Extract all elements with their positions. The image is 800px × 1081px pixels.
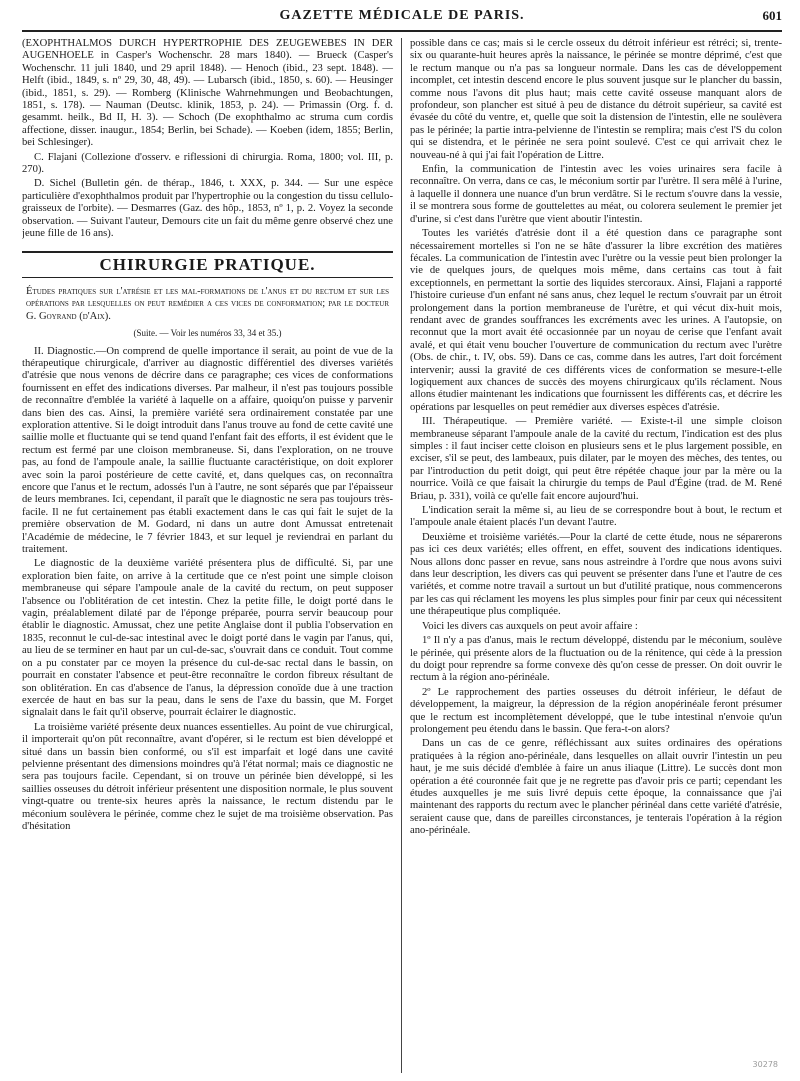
body-paragraph: L'indication serait la même si, au lieu de se correspondre bout à bout, le rectum et l'ampoule anale étaient placés l'un devant l'autre.: [410, 505, 782, 529]
body-paragraph: La troisième variété présente deux nuances essentielles. Au point de vue chirurgical, il importerait qu'on pût reconnaître, avant d'opérer, si le rectum est bien développé et situé dans un bassin bien conformé, ou s'il est imparfait et logé dans une cavité pelvienne présentant des dimensions moindres qu'à l'état normal; mais ce diagnostic ne sera pas toujours facile. Cependant, si on trouve un périnée bien développé, si les saillies osseuses du détroit inférieur présentent une disposition normale, le plus souvent vingt-quatre ou trente-six heures après la naissance, le rectum distendu par le méconium soulèvera le périnée, comme chez le sujet de ma troisième observation. Pas d'hésitation: [22, 721, 393, 832]
article-title: Études pratiques sur l'atrésie et les mal-formations de l'anus et du rectum et sur les opérations par lesquelles on peut remédier a ces vices de conformation; par le docteur G. Goyrand (d'Aix).: [26, 285, 389, 322]
two-column-body: [22, 38, 782, 1073]
body-paragraph: 2º Le rapprochement des parties osseuses du détroit inférieur, le défaut de développement, la maigreur, la dépression de la région anopérinéale feront présumer que le rectum est incomplètement développé, que le tube intestinal n'envoie qu'un prolongement peu étendu dans le bassin. Que fera-t-on alors?: [410, 686, 782, 735]
body-paragraph: Dans un cas de ce genre, réfléchissant aux suites ordinaires des opérations pratiquées à la région ano-périnéale, dans lesquelles on allait ouvrir l'intestin un peu haut, je me suis décidé d'emblée à faire un anus iliaque (Littre). Le succès dont mon opération a été couronnée fait que je ne regrette pas d'avoir pris ce parti; cependant les études auxquelles je me suis livré depuis cette époque, la connaissance que j'ai maintenant des rapports du rectum avec le plancher périnéal dans cette variété d'atrésie, seraient cause que, dans de pareilles circonstances, je tenterais l'opération à la région ano-périnéale.: [410, 738, 782, 837]
body-paragraph: Toutes les variétés d'atrésie dont il a été question dans ce paragraphe sont nécessairement mortelles si l'on ne se hâte d'assurer la libre excrétion des matières fécales. La communication de l'intestin avec l'urètre ou la vessie peut bien prolonger la vie de quelques jours, de quelques mois même, dans certains cas tout à fait exceptionnels, en permettant la sortie des liquides stercoraux. Ainsi, Flajani a rapporté l'histoire curieuse d'un enfant né sans anus, chez lequel le rectum s'ouvrait par un étroit prolongement dans la portion membraneuse de l'urètre, et qui vécut dix-huit mois, rendant avec de grandes souffrances les excréments avec les urines. A l'autopsie, on reconnut que la mort avait été occasionnée par un noyau de cerise que l'enfant avait avalé, et qui était venu boucher l'ouverture de communication du rectum avec l'urètre (Obs. de chir., t. IV, obs. 59). Dans ce cas, comme dans les autres, l'art doit forcément intervenir; aussi la gravité de ces différents vices de conformation se mesure-t-elle logiquement aux chances de succès des moyens chirurgicaux qu'ils réclament. Nous allons étudier maintenant les indications que fournissent les différents cas, et décrire les opérations par lesquelles on peut remédier aux diverses espèces d'atrésie.: [410, 228, 782, 413]
body-paragraph: 1º Il n'y a pas d'anus, mais le rectum développé, distendu par le méconium, soulève le périnée, qui présente alors de la fluctuation ou de la rénitence, qui cède à la pression du doigt pour reprendre sa forme convexe dès qu'on cesse de presser. On doit ouvrir le rectum à la région ano-périnéale.: [410, 635, 782, 684]
body-paragraph: Enfin, la communication de l'intestin avec les voies urinaires sera facile à reconnaître. On verra, dans ce cas, le méconium sortir par l'urètre. Il sera mêlé à l'urine, à laquelle il donnera une nuance d'un brun verdâtre. Si le rectum s'ouvre dans la vessie, il se montrera sous forme de gouttelettes au méat, ou colorera seulement le premier jet d'urine, si c'est dans l'urètre que vient aboutir l'intestin.: [410, 164, 782, 225]
bibliography-paragraph: C. Flajani (Collezione d'osserv. e riflessioni di chirurgia. Roma, 1800; vol. III, p. 270).: [22, 151, 393, 176]
scan-mark: 30278: [752, 1060, 778, 1069]
bibliography-paragraph: (EXOPHTHALMOS DURCH HYPERTROPHIE DES ZEUGEWEBES IN DER AUGENHOELE in Casper's Wochenschr. 28 mars 1840). — Brueck (Casper's Wochenschr. 11 juli 1840, und 29 april 1848). — Henoch (ibid., 23 sept. 1848). — Helft (ibid., 1849, s. nº 29, 30, 48, 49). — Lubarsch (ibid., 1850, s. 60). — Heusinger (ibid., 1851, s. 29). — Romberg (Klinische Wahrnehmungen und Beobachtungen, 1851, s. 178). — Nauman (Deutsc. klinik, 1853, p. 24). — Primassin (Org. f. d. gesammt. heilk., Bd II, H. 3). — Schoch (De exophthalmo ac struma cum cordis affectione, disser. inaugur., 1854; Berlin, bei Schade). — Koeben (idem, 1855; Berlin, bei Schlesinger).: [22, 38, 393, 149]
body-paragraph: Le diagnostic de la deuxième variété présentera plus de difficulté. Si, par une exploration bien faite, on arrive à la certitude que ce n'est point une simple cloison membraneuse qui sépare l'ampoule anale de la cavité du rectum, on peut supposer l'absence ou l'oblitération de cet intestin. Chez la petite fille, le doigt porté dans le vagin, préalablement dilaté par de l'éponge préparée, pourra servir beaucoup pour établir le diagnostic. Amussat, chez une petite Anglaise dont il publia l'observation en 1835, reconnut le cul-de-sac intestinal avec le doigt porté dans le vagin par l'anus, qui, au lieu de se terminer en haut par un cul-de-sac, s'ouvrait dans ce conduit. Tout comme on a pu constater par ce moyen la présence du cul-de-sac rectal dans le bassin, on pourrait en constater l'absence et peut-être reconnaître le cordon fibreux résultant de son oblitération. En cas d'absence de l'anus, la dépression conoïde due à une traction exercée de haut en bas sur la peau, dans le sens de l'axe du bassin, que M. Forget signalait dans le fait qu'il observe, pourrait éclairer le diagnostic.: [22, 558, 393, 719]
bibliography-paragraph: D. Sichel (Bulletin gén. de thérap., 1846, t. XXX, p. 344. — Sur une espèce particulière d'exophthalmos produit par l'hypertrophie ou la congestion du tissu cellulo-graisseux de l'orbite). — Desmarres (Gaz. des hôp., 1853, nº 1, p. 2. Voyez la seconde observation. — Suivant l'auteur, Demours cite un fait du même genre observé chez une jeune fille de 16 ans).: [22, 178, 393, 240]
body-paragraph: possible dans ce cas; mais si le cercle osseux du détroit inférieur est rétréci; si, trente-six ou quarante-huit heures après la naissance, le périnée se montre déprimé, c'est que le rectum manque ou n'a pas sa longueur normale. Dans les cas de développement incomplet, cet intestin descend encore le plus souvent jusque sur le plancher du bassin, comme nous l'avons dit plus haut; mais cette cavité osseuse manquant alors de profondeur, son plancher est situé à peu de distance du détroit supérieur, sa cavité est évasée du côté du ventre, et, quelle que soit la distension de l'intestin, elle ne soulèvera pas le périnée; la partie intra-pelvienne de l'intestin se remplira; mais c'est l'S du colon qui se distendra, et le périnée ne sera point soulevé. C'est ce qui arrivait chez le nouveau-né à qui j'ai fait l'opération de Littre.: [410, 38, 782, 161]
page-header: [22, 0, 782, 32]
section-rule: [22, 251, 393, 253]
body-paragraph: II. Diagnostic.—On comprend de quelle importance il serait, au point de vue de la thérapeutique chirurgicale, d'arriver au diagnostic différentiel des diverses variétés d'atrésie que nous venons de décrire dans ce paragraphe; ces vices de conformations fournissent en effet des indications diverses. Par malheur, il n'est pas toujours possible de reconnaître d'emblée la variété à laquelle on a affaire, quoiqu'on puisse y parvenir dans bien des cas. Ainsi, la première variété sera ordinairement constatée par une exploration attentive. Si le doigt introduit dans l'anus trouve au fond de cette cavité une saillie molle et fluctuante qui se tend quand l'enfant fait des efforts, il est évident que le rectum est fermé par une cloison membraneuse. Si, dans l'exploration, on ne trouve pas, au fond de l'ampoule anale, la saillie fluctuante caractéristique, on doit explorer avec soin la paroi postérieure de cette cavité, et, dans quelques cas, on reconnaîtra encore que l'anus et le rectum, adossés l'un à l'autre, ne sont séparés que par l'épaisseur de leurs membranes. Ici, cependant, il paraît que le diagnostic ne sera pas toujours très-facile. Il ne fut certainement pas établi exactement dans le cas qui fait le sujet de la première observation de M. Godard, ni dans un autre dont Amussat entretenait l'Académie de médecine, le 7 février 1843, et sur lequel je reviendrai en parlant du traitement.: [22, 345, 393, 556]
right-column: [402, 38, 782, 1073]
body-paragraph: Deuxième et troisième variétés.—Pour la clarté de cette étude, nous ne séparerons pas ici ces deux variétés; elles offrent, en effet, souvent des indications identiques. Nous allons donc passer en revue, sans nous astreindre à l'ordre que nous avons suivi dans leur description, les divers cas qui peuvent se présenter dans l'une et l'autre de ces variétés, et comme notre travail a surtout un but d'utilité pratique, nous commencerons par les cas qui réclament les moyens les plus simples pour finir par ceux qui nécessitent une thérapeutique plus compliquée.: [410, 531, 782, 618]
continuation-note: (Suite. — Voir les numéros 33, 34 et 35.): [133, 328, 282, 339]
page-number: 601: [762, 8, 782, 23]
body-paragraph: III. Thérapeutique. — Première variété. — Existe-t-il une simple cloison membraneuse séparant l'ampoule anale de la cavité du rectum, l'indication est des plus simples : il faut inciser cette cloison en plusieurs sens et le plus largement possible, en exciser, s'il se peut, des lambeaux, puis dilater, par le moyen des mèches, des tentes, ou par l'introduction du petit doigt, qui peut être répétée chaque jour par la mère ou la nourrice. Voilà ce que faisait la chirurgie du temps de Paul d'Égine (trad. de M. René Briau, p. 331), voilà ce qu'elle fait encore aujourd'hui.: [410, 416, 782, 502]
section-rule: [22, 277, 393, 278]
left-column: [22, 38, 402, 1073]
body-paragraph: Voici les divers cas auxquels on peut avoir affaire :: [422, 620, 638, 632]
section-title: CHIRURGIE PRATIQUE.: [99, 254, 316, 274]
journal-title: GAZETTE MÉDICALE DE PARIS.: [279, 8, 525, 23]
